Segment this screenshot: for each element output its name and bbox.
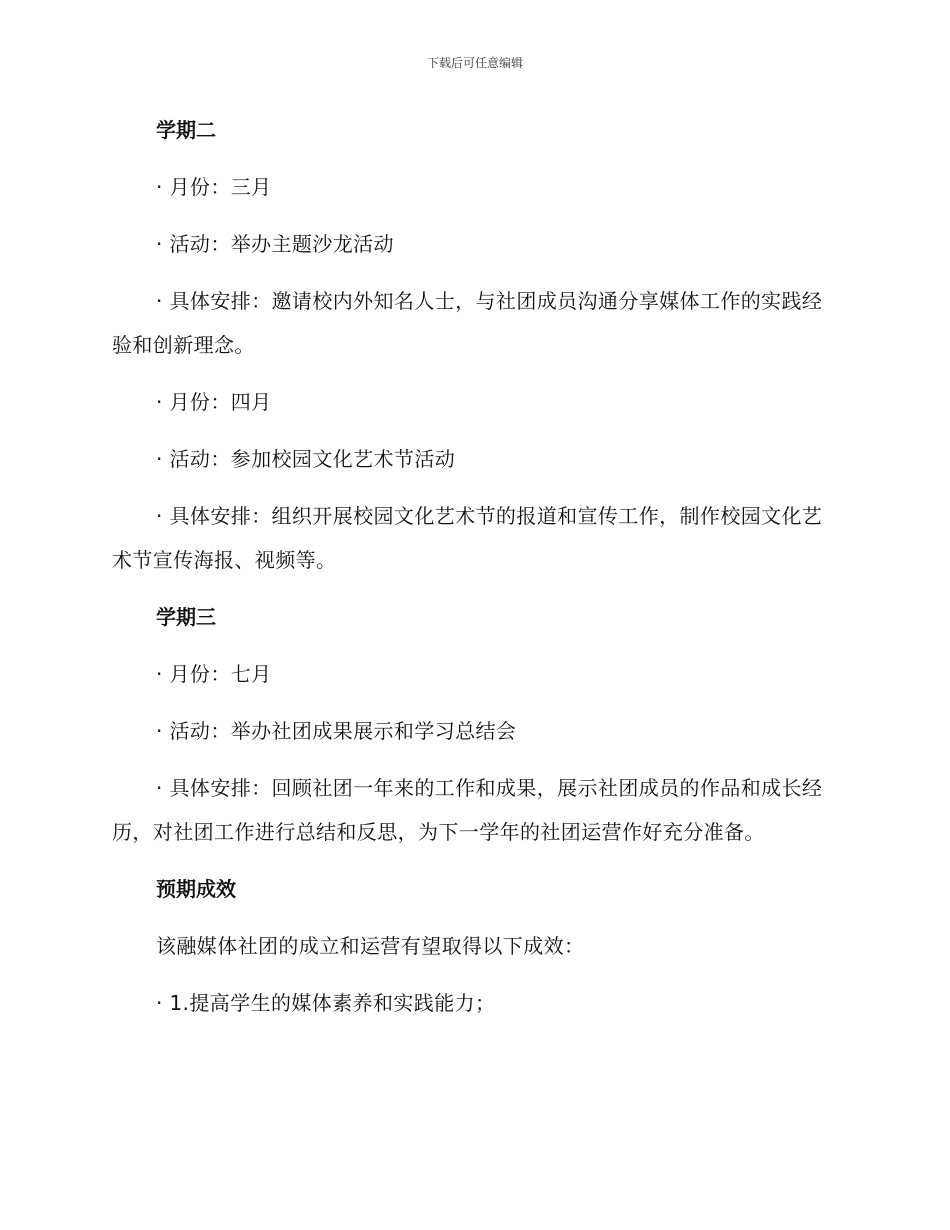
paragraph: · 活动：参加校园文化艺术节活动 xyxy=(156,447,456,471)
paragraph: · 活动：举办主题沙龙活动 xyxy=(156,232,394,256)
paragraph: · 月份：七月 xyxy=(156,662,272,686)
page-header-note: 下载后可任意编辑 xyxy=(426,56,523,70)
section-heading-semester-2: 学期二 xyxy=(156,118,216,142)
paragraph: · 活动：举办社团成果展示和学习总结会 xyxy=(156,719,517,743)
paragraph: · 具体安排：回顾社团一年来的工作和成果，展示社团成员的作品和成长经历，对社团工作进行总结和反思，为下一学年的社团运营作好充分准备。 xyxy=(112,776,823,844)
paragraph: · 具体安排：邀请校内外知名人士，与社团成员沟通分享媒体工作的实践经验和创新理念。 xyxy=(112,289,823,357)
paragraph: · 1.提高学生的媒体素养和实践能力； xyxy=(156,991,496,1015)
paragraph: · 月份：四月 xyxy=(156,390,272,414)
section-heading-expected-results: 预期成效 xyxy=(156,877,236,901)
paragraph: · 具体安排：组织开展校园文化艺术节的报道和宣传工作，制作校园文化艺术节宣传海报、视频等。 xyxy=(112,504,823,572)
document-body xyxy=(112,108,824,1038)
section-heading-semester-3: 学期三 xyxy=(156,605,216,629)
paragraph: · 月份：三月 xyxy=(156,175,272,199)
paragraph: 该融媒体社团的成立和运营有望取得以下成效： xyxy=(156,934,585,958)
